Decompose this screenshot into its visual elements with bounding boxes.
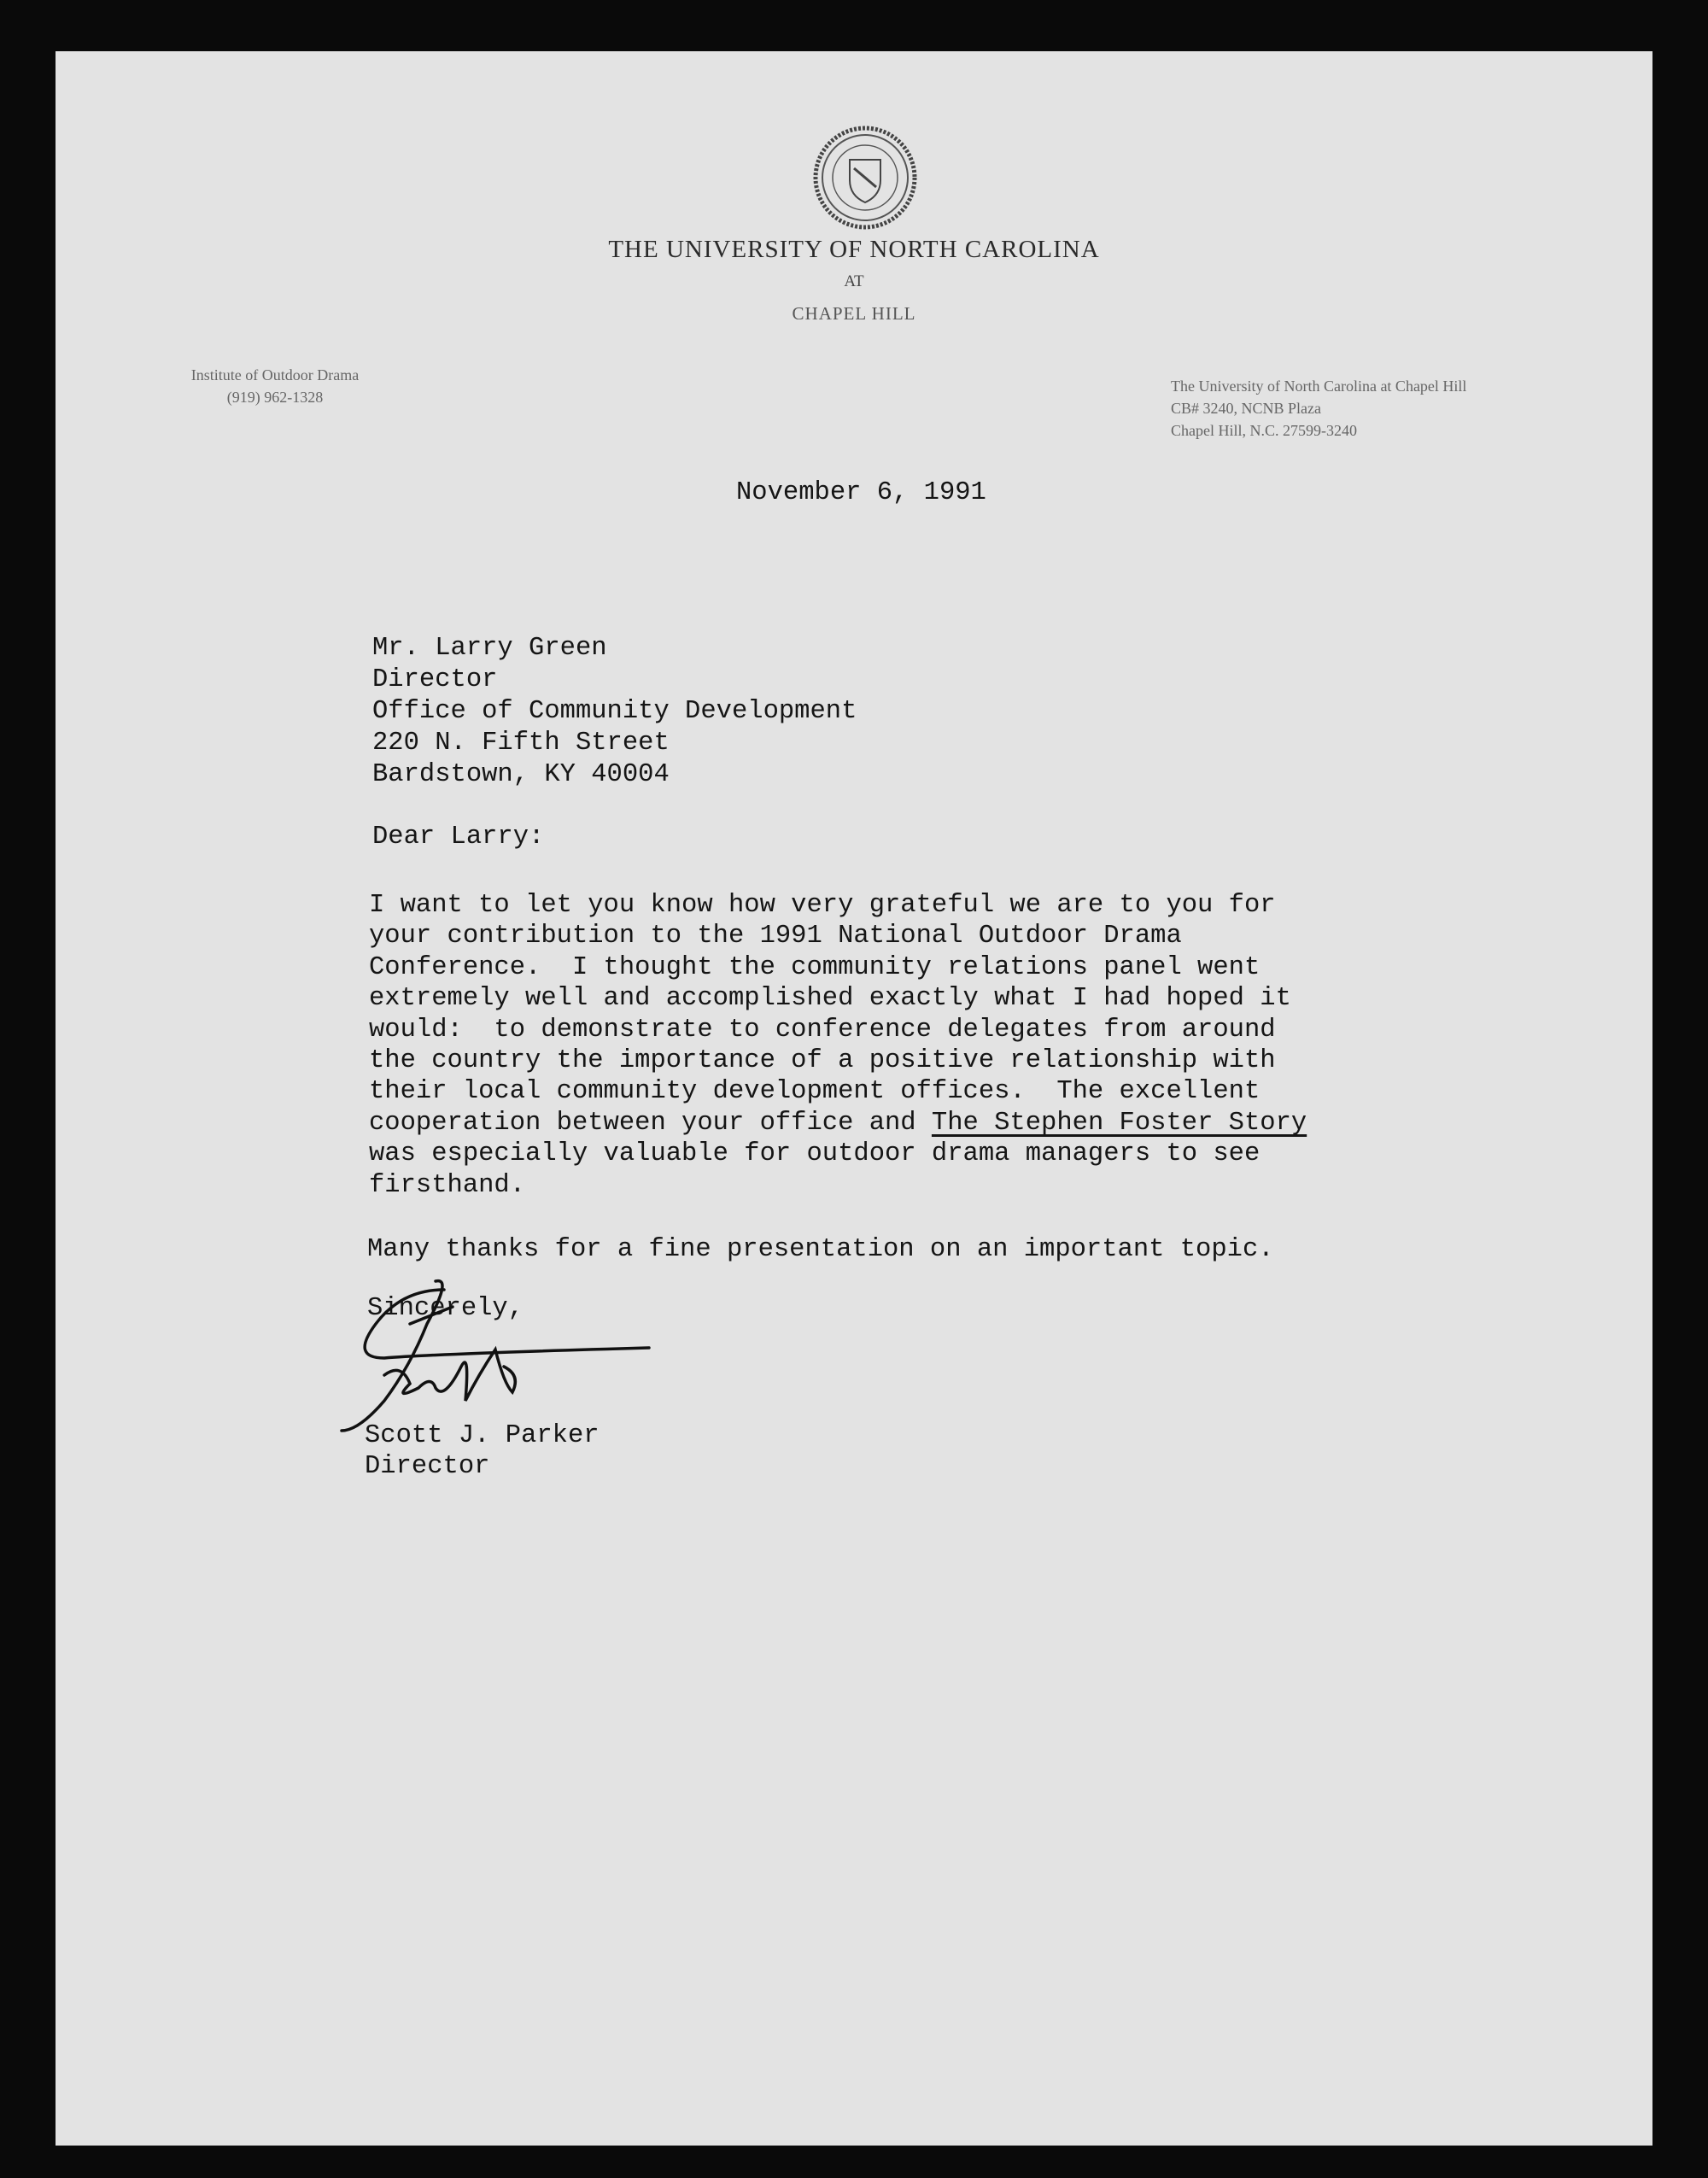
signer-name: Scott J. Parker: [365, 1421, 600, 1450]
body-line: their local community development offices. The excellent: [369, 1077, 1261, 1107]
recipient-line: Mr. Larry Green: [372, 634, 607, 663]
address-line: Chapel Hill, N.C. 27599-3240: [1171, 422, 1357, 439]
body-line: extremely well and accomplished exactly what I had hoped it: [369, 984, 1291, 1014]
body-paragraph: [369, 890, 1307, 1201]
salutation: Dear Larry:: [372, 823, 545, 852]
letter-date: November 6, 1991: [736, 478, 986, 507]
body-line: was especially valuable for outdoor drama managers to see: [369, 1139, 1261, 1169]
body-line-prefix: cooperation between your office and: [369, 1108, 932, 1138]
body-line: firsthand.: [369, 1170, 526, 1200]
recipient-line: 220 N. Fifth Street: [372, 729, 670, 758]
recipient-line: Bardstown, KY 40004: [372, 760, 670, 789]
body-line: would: to demonstrate to conference delegates from around: [369, 1015, 1276, 1045]
body-line: your contribution to the 1991 National Outdoor Drama: [369, 922, 1182, 951]
address-line: CB# 3240, NCNB Plaza: [1171, 400, 1322, 417]
signature-icon: [333, 1273, 666, 1443]
closing: Sincerely,: [367, 1294, 524, 1323]
recipient-line: Director: [372, 665, 498, 694]
letterhead-left-block: [160, 364, 390, 408]
university-name: THE UNIVERSITY OF NORTH CAROLINA: [608, 236, 1100, 263]
letterhead-campus: CHAPEL HILL: [792, 303, 916, 324]
university-seal-icon: [811, 124, 919, 231]
recipient-address: [372, 633, 857, 791]
body-line: Conference. I thought the community relations panel went: [369, 952, 1261, 982]
play-title: The Stephen Foster Story: [931, 1108, 1307, 1138]
closing-paragraph: Many thanks for a fine presentation on an important topic.: [367, 1235, 1274, 1264]
body-line: I want to let you know how very grateful we are to you for: [369, 891, 1276, 920]
department-name: Institute of Outdoor Drama: [190, 366, 360, 383]
signer-block: [365, 1420, 600, 1482]
department-phone: (919) 962-1328: [226, 389, 324, 406]
recipient-line: Office of Community Development: [372, 697, 857, 726]
signer-title: Director: [365, 1452, 490, 1481]
body-line: the country the importance of a positive relationship with: [369, 1046, 1276, 1076]
body-line: [369, 1108, 1307, 1139]
letterhead-at: AT: [844, 272, 864, 290]
letterhead-right-block: [1171, 375, 1466, 442]
address-line: The University of North Carolina at Chapel Hill: [1171, 378, 1467, 395]
